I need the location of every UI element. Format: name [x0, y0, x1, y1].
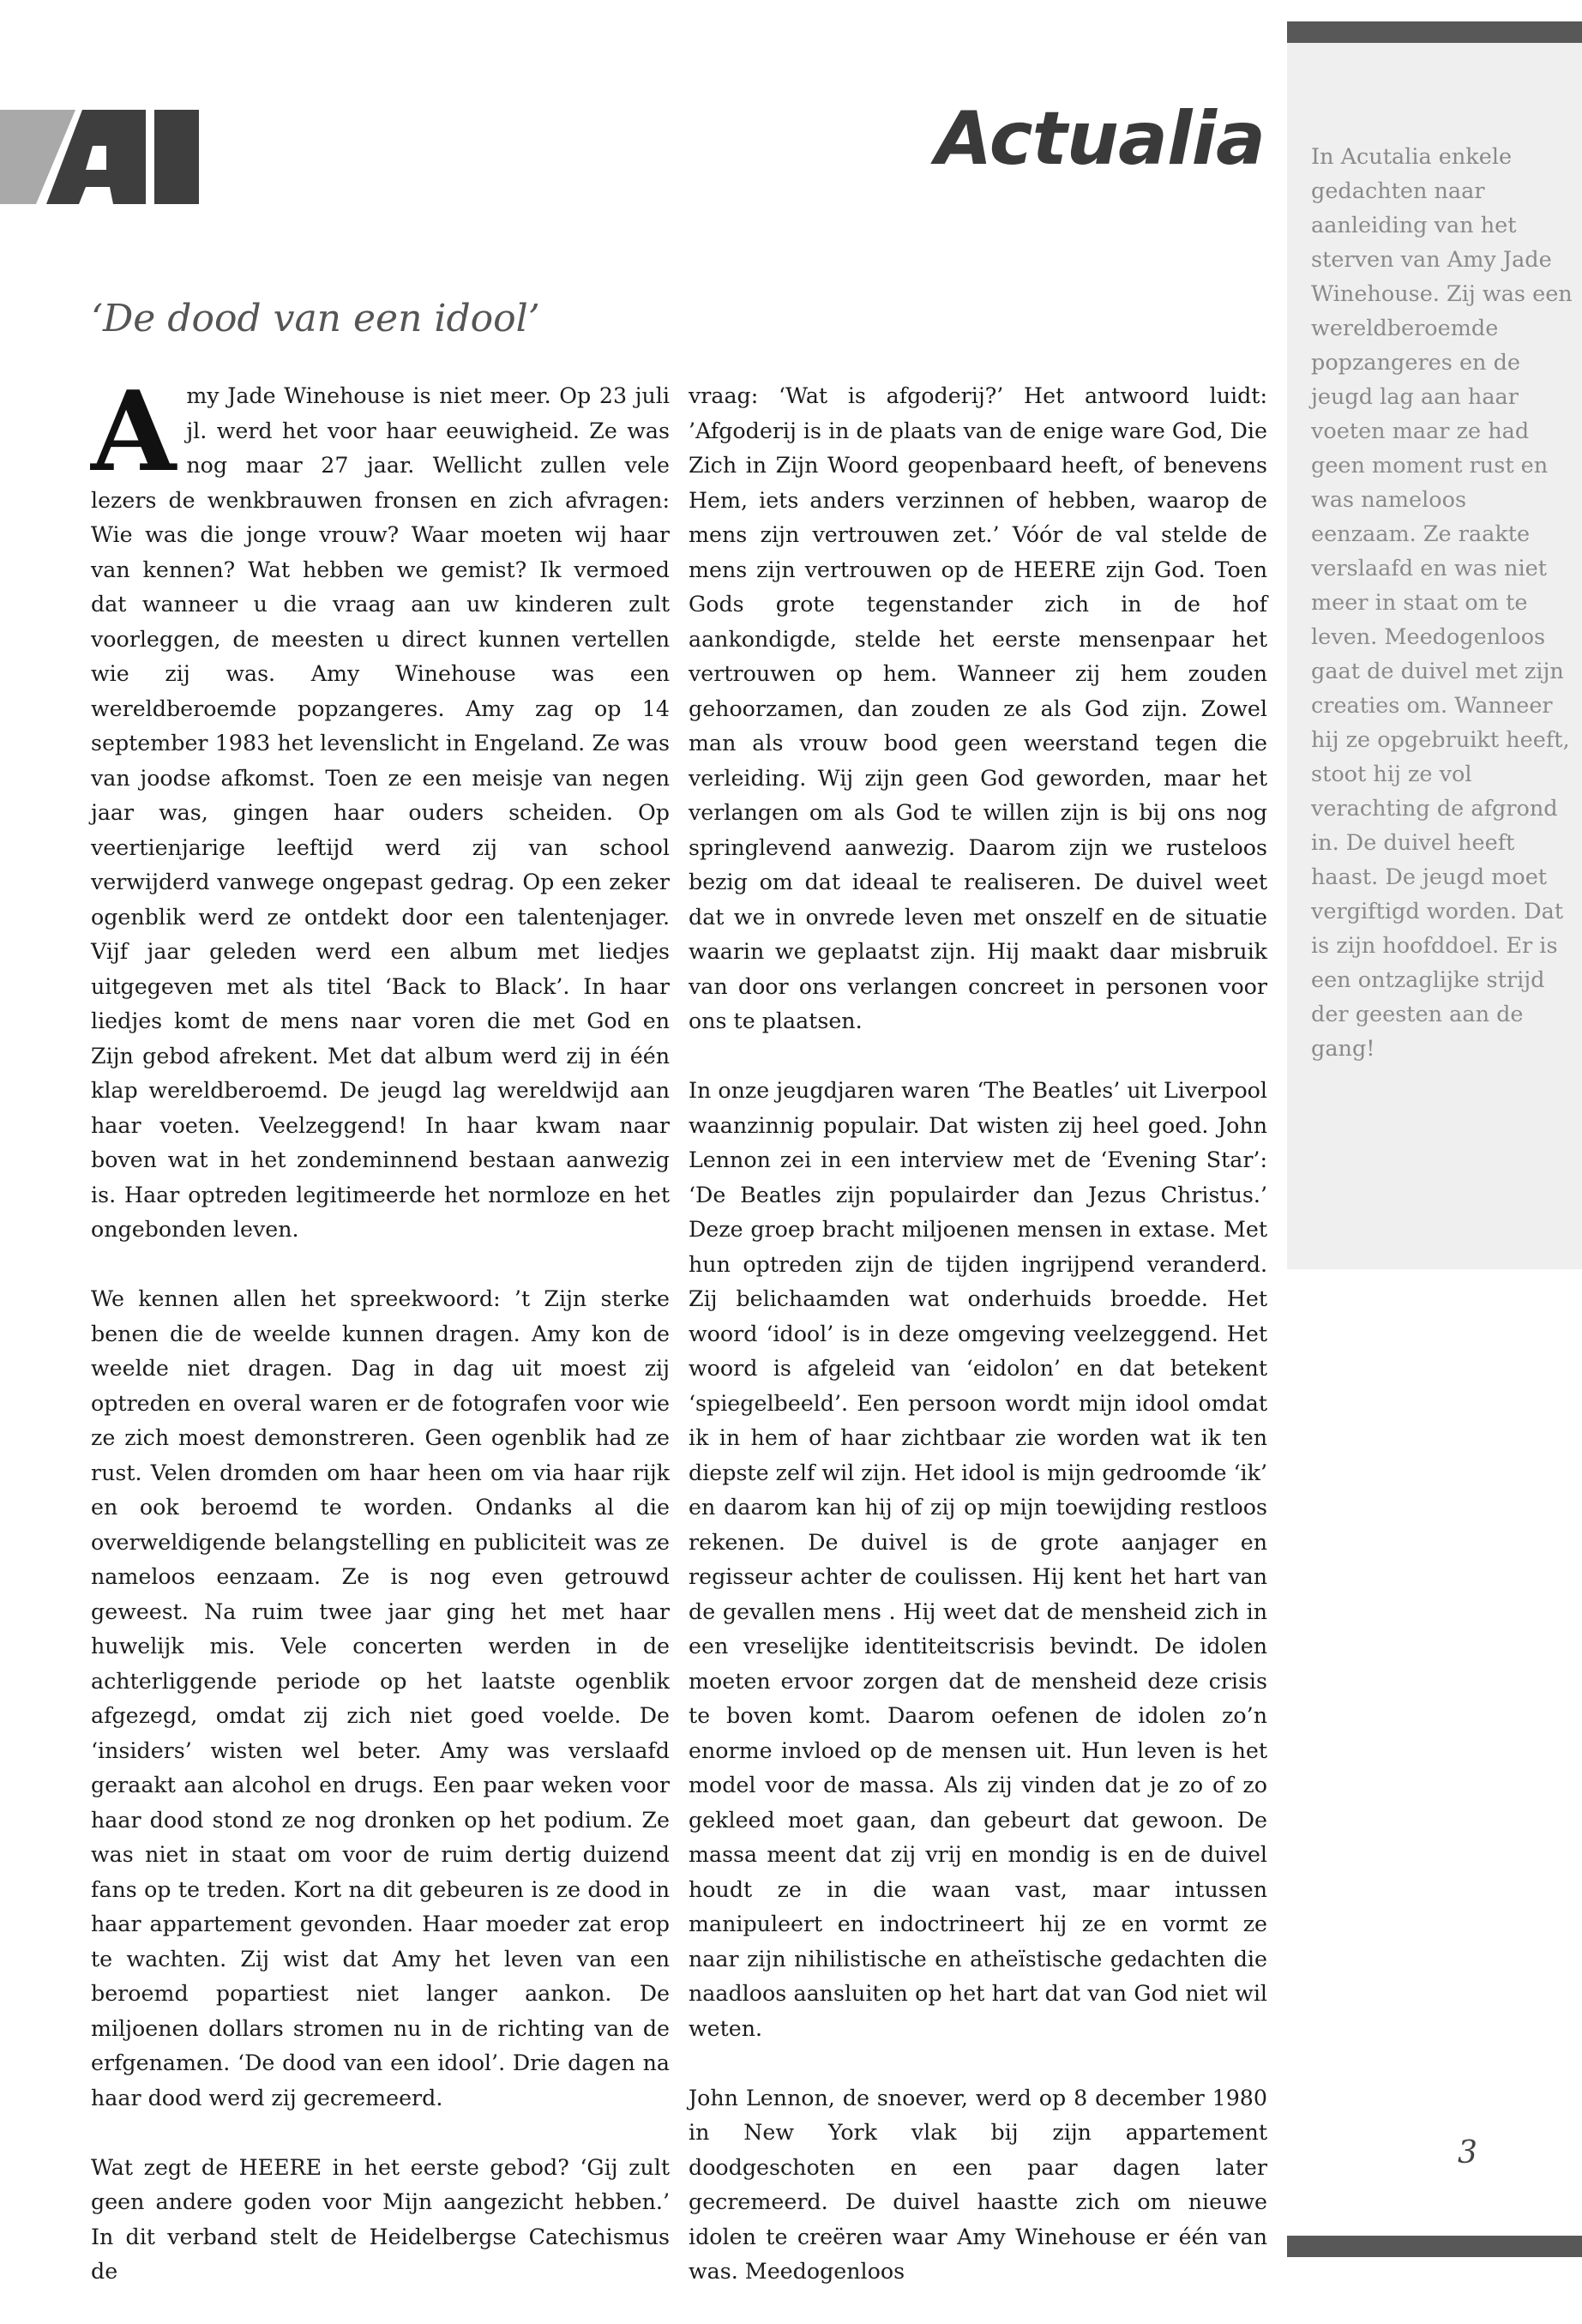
article-title: ‘De dood van een idool’ [91, 297, 540, 340]
article-column-right [689, 379, 1267, 2324]
article-paragraph: John Lennon, de snoever, werd op 8 december 1980 in New York vlak bij zijn appartement doodgeschoten en een paar dagen later gecremeerd. De duivel haastte zich om nieuwe idolen te creëren waar Amy Winehouse er één van was. Meedogenloos [689, 2085, 1267, 2284]
article-paragraph [91, 368, 670, 1248]
section-title: Actualia [935, 96, 1265, 182]
sidebar-top-bar [1287, 21, 1582, 43]
sidebar-intro-text: In Acutalia enkele gedachten naar aanleiding van het sterven van Amy Jade Winehouse. Zij was een wereldberoemde popzangeres en de jeugd lag aan haar voeten maar ze had geen moment rust en was nameloos eenzaam. Ze raakte verslaafd en was niet meer in staat om te leven. Meedogenloos gaat de duivel met zijn creaties om. Wanneer hij ze opgebruikt heeft, stoot hij ze vol verachting de afgrond in. De duivel heeft haast. De jeugd moet vergiftigd worden. Dat is zijn hoofddoel. Er is een ontzaglijke strijd der geesten aan de gang! [1311, 144, 1573, 1062]
article-paragraph: In onze jeugdjaren waren ‘The Beatles’ uit Liverpool waanzinnig populair. Dat wisten zij heel goed. John Lennon zei in een interview met de ‘Evening Star’: ‘De Beatles zijn populairder dan Jezus Christus.’ Deze groep bracht miljoenen mensen in extase. Met hun optreden zijn de tijden ingrijpend veranderd. Zij belichaamden wat onderhuids broedde. Het woord ‘idool’ is in deze omgeving veelzeggend. Het woord is afgeleid van ‘eidolon’ en dat betekent ‘spiegelbeeld’. Een persoon wordt mijn idool omdat ik in hem of haar zichtbaar zie worden wat ik ten diepste zelf wil zijn. Het idool is mijn gedroomde ‘ik’ en daarom kan hij of zij op mijn toewijding restloos rekenen. De duivel is de grote aanjager en regisseur achter de coulissen. Hij kent het hart van de gevallen mens . Hij weet dat de mensheid zich in een vreselijke identiteitscrisis bevindt. De idolen moeten ervoor zorgen dat de mensheid deze crisis te boven komt. Daarom oefenen de idolen zo’n enorme invloed op de mensen uit. Hun leven is het model voor de massa. Als zij vinden dat je zo of zo gekleed moet gaan, dan gebeurt dat gewoon. De massa meent dat zij vrij en mondig is en de duivel houdt ze in die waan vast, maar intussen manipuleert en indoctrineert hij ze en vormt ze naar zijn nihilistische en atheïstische gedachten die naadloos aansluiten op het hart dat van God niet wil weten. [689, 1078, 1267, 2041]
article-column-left [91, 368, 670, 2324]
page-number: 3 [1458, 2135, 1477, 2170]
logo-a-icon [0, 110, 199, 204]
paragraph-text: my Jade Winehouse is niet meer. Op 23 juli jl. werd het voor haar eeuwigheid. Ze was nog maar 27 jaar. Wellicht zullen vele lezers de wenkbrauwen fronsen en zich afvragen: Wie was die jonge vrouw? Waar moeten wij haar van kennen? Wat hebben we gemist? Ik vermoed dat wanneer u die vraag aan uw kinderen zult voorleggen, de meesten u direct kunnen vertellen wie zij was. Amy Winehouse was een wereldberoemde popzangeres. Amy zag op 14 september 1983 het levenslicht in Engeland. Ze was van joodse afkomst. Toen ze een meisje van negen jaar was, gingen haar ouders scheiden. Op veertienjarige leeftijd werd zij van school verwijderd vanwege ongepast gedrag. Op een zeker ogenblik werd ze ontdekt door een talentenjager. Vijf jaar geleden werd een album met liedjes uitgegeven met als titel ‘Back to Black’. In haar liedjes komt de mens naar voren die met God en Zijn gebod afrekent. Met dat album werd zij in één klap wereldberoemd. De jeugd lag wereldwijd aan haar voeten. Veelzeggend! In haar kwam naar boven wat in het zondeminnend bestaan aanwezig is. Haar optreden legitimeerde het normloze en het ongebonden leven. [91, 383, 670, 1242]
drop-cap: A [91, 368, 177, 497]
bottom-bar [1287, 2236, 1582, 2257]
article-paragraph: Wat zegt de HEERE in het eerste gebod? ‘Gij zult geen andere goden voor Mijn aangezicht hebben.’ In dit verband stelt de Heidelbergse Catechismus de [91, 2154, 670, 2284]
section-logo [0, 110, 199, 204]
sidebar-intro-box [1287, 21, 1582, 1269]
article-paragraph: We kennen allen het spreekwoord: ’t Zijn sterke benen die de weelde kunnen dragen. Amy kon de weelde niet dragen. Dag in dag uit moest zij optreden en overal waren er de fotografen voor wie ze zich moest demonstreren. Geen ogenblik had ze rust. Velen dromden om haar heen om via haar rijk en ook beroemd te worden. Ondanks al die overweldigende belangstelling en publiciteit was ze nameloos eenzaam. Ze is nog even getrouwd geweest. Na ruim twee jaar ging het met haar huwelijk mis. Vele concerten werden in de achterliggende periode op het laatste ogenblik afgezegd, omdat zij zich niet goed voelde. De ‘insiders’ wisten wel beter. Amy was verslaafd geraakt aan alcohol en drugs. Een paar weken voor haar dood stond ze nog dronken op het podium. Ze was niet in staat om voor de ruim dertig duizend fans op te treden. Kort na dit gebeuren is ze dood in haar appartement gevonden. Haar moeder zat erop te wachten. Zij wist dat Amy het leven van een beroemd popartiest niet langer aankon. De miljoenen dollars stromen nu in de richting van de erfgenamen. ‘De dood van een idool’. Drie dagen na haar dood werd zij gecremeerd. [91, 1286, 670, 2110]
article-paragraph: vraag: ‘Wat is afgoderij?’ Het antwoord luidt: ’Afgoderij is in de plaats van de enige ware God, Die Zich in Zijn Woord geopenbaard heeft, of benevens Hem, iets anders verzinnen of hebben, waarop de mens zijn vertrouwen zet.’ Vóór de val stelde de mens zijn vertrouwen op de HEERE zijn God. Toen Gods grote tegenstander zich in de hof aankondigde, stelde het eerste mensenpaar het vertrouwen op hem. Wanneer zij hem zouden gehoorzamen, dan zouden ze als God zijn. Zowel man als vrouw bood geen weerstand tegen die verleiding. Wij zijn geen God geworden, maar het verlangen om als God te willen zijn is bij ons nog springlevend aanwezig. Daarom zijn we rusteloos bezig om dat ideaal te realiseren. De duivel weet dat we in onvrede leven met onszelf en de situatie waarin we geplaatst zijn. Hij maakt daar misbruik van door ons verlangen concreet in personen voor ons te plaatsen. [689, 383, 1267, 1033]
